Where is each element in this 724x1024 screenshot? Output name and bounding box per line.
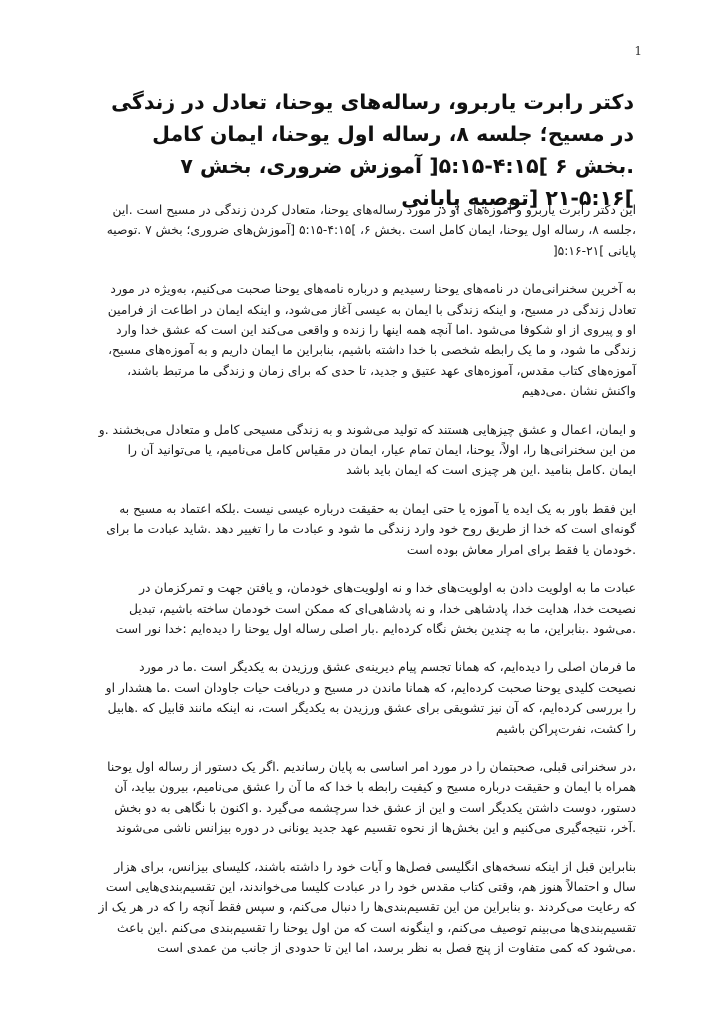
paragraph-intro: این دکتر رابرت یاربرو و آموزه‌های او در مورد رساله‌های یوحنا، متعادل کردن زندگی در مسیح است .این ،جلسه ۸، رساله اول یوحنا، ایمان کامل است .بخش ۶، ]۴:۱۵-۵:۱۵ [آموزش‌های ضروری؛ بخش ۷ .توصیه پایانی ]۲۱-۵:۱۶[ <box>106 203 636 258</box>
page-number: 1 <box>634 44 642 58</box>
paragraph-worship-priorities: عبادت ما به اولویت دادن به اولویت‌های خدا و نه اولویت‌های خودمان، و یافتن جهت و تمرکزمان در نصیحت خدا، هدایت خدا، پادشاهی خدا، و نه پادشاهی‌ای که ممکن است خودمان ساخته باشیم، تبدیل .می‌شود .بنابراین، ما به چندین بخش نگاه کرده‌ایم .بار اصلی رساله اول یوحنا را دیده‌ایم :خدا نور است <box>115 581 636 636</box>
paragraph-faith-works-love: و ایمان، اعمال و عشق چیزهایی هستند که تولید می‌شوند و به زندگی مسیحی کامل و متعادل می‌بخشند .و من این سخنرانی‌ها را، اولاً، یوحنا، ایمان تمام عیار، ایمان در مقیاس کامل می‌نامیم، یا می‌توانید آن را ایمان .کامل بنامید .این هر چیزی است که ایمان باید باشد <box>98 422 636 478</box>
paragraph-trust-in-christ: این فقط باور به یک ایده یا آموزه یا حتی ایمان به حقیقت درباره عیسی نیست .بلکه اعتماد به مسیح به گونه‌ای است که خدا از طریق روح خود وارد زندگی ما شود و عبادت ما را تغییر دهد .شاید عبادت ما برای .خودمان یا فقط برای امرار معاش بوده است <box>106 501 636 557</box>
paragraph-main-command: ما فرمان اصلی را دیده‌ایم، که همانا تجسم پیام دیرینه‌ی عشق ورزیدن به یکدیگر است .ما در مورد نصیحت کلیدی یوحنا صحبت کرده‌ایم، که همانا ماندن در مسیح و دریافت حیات جاودان است .ما هشدار او را بررسی کرده‌ایم، که آن نیز تشویقی برای عشق ورزیدن به یکدیگر است، نه اینکه مانند قابیل که .هابیل را کشت، نفرت‌پراکن باشیم <box>105 660 636 736</box>
paragraph-previous-lecture: ،در سخنرانی قبلی، صحبتمان را در مورد امر اساسی به پایان رساندیم .اگر یک دستور از رساله اول یوحنا همراه با ایمان و حقیقت درباره مسیح و کیفیت رابطه با خدا که ما آن را عشق می‌نامیم، بیرون بیاید، آن دستور، دوست داشتن یکدیگر است و این از عشق خدا سرچشمه می‌گیرد .و اکنون با نگاهی به دو بخش .آخر، نتیجه‌گیری می‌کنیم و این بخش‌ها از نحوه تقسیم عهد جدید یونانی در دوره بیزانس ناشی می‌شوند <box>107 759 636 836</box>
paragraph-byzantine-divisions: بنابراین قبل از اینکه نسخه‌های انگلیسی فصل‌ها و آیات خود را داشته باشند، کلیسای بیزانس، برای هزار سال و احتمالاً هنوز هم، وقتی کتاب مقدس خود را در عبادت کلیسا می‌خواندند، این تقسیم‌بندی‌هایی است که رعایت می‌کردند .و بنابراین من این تقسیم‌بندی‌ها را دنبال می‌کنم، و سپس فقط آنچه را که در هر یک از تقسیم‌بندی‌ها می‌بینم توصیف می‌کنم، و اینگونه است که من اول یوحنا را تقسیم‌بندی می‌کنم .این باعث .می‌شود که کمی متفاوت از پنج فصل به نظر برسد، اما این تا حدودی از جانب من عمدی است <box>98 859 636 956</box>
paragraph-last-lecture: به آخرین سخنرانی‌مان در نامه‌های یوحنا رسیدیم و درباره نامه‌های یوحنا صحبت می‌کنیم، به‌ویژه در مورد تعادل زندگی در مسیح، و اینکه زندگی با ایمان به عیسی آغاز می‌شود، و اینکه ایمان در اطاعت از فرامین او و پیروی از او شکوفا می‌شود .اما آنچه همه اینها را زنده و واقعی می‌کند این است که عشق خدا وارد زندگی ما شود، و ما یک رابطه شخصی با خدا داشته باشیم، بنابراین ما ایمان داریم و به آموزه‌های مسیح، آموزه‌های کتاب مقدس، آموزه‌های عهد عتیق و جدید، تا حدی که برای زمان و زندگی ما مرتبط باشند، واکنش نشان .می‌دهیم <box>107 282 636 399</box>
document-body <box>98 200 636 977</box>
document-title: دکتر رابرت یاربرو، رساله‌های یوحنا، تعادل در زندگی در مسیح؛ جلسه ۸، رساله اول یوحنا، ایمان کامل .بخش ۶ ]۴:۱۵-۵:۱۵[ آموزش ضروری، بخش ۷ ]۵:۱۶-۲۱ [توصیه پایانی <box>111 90 634 210</box>
